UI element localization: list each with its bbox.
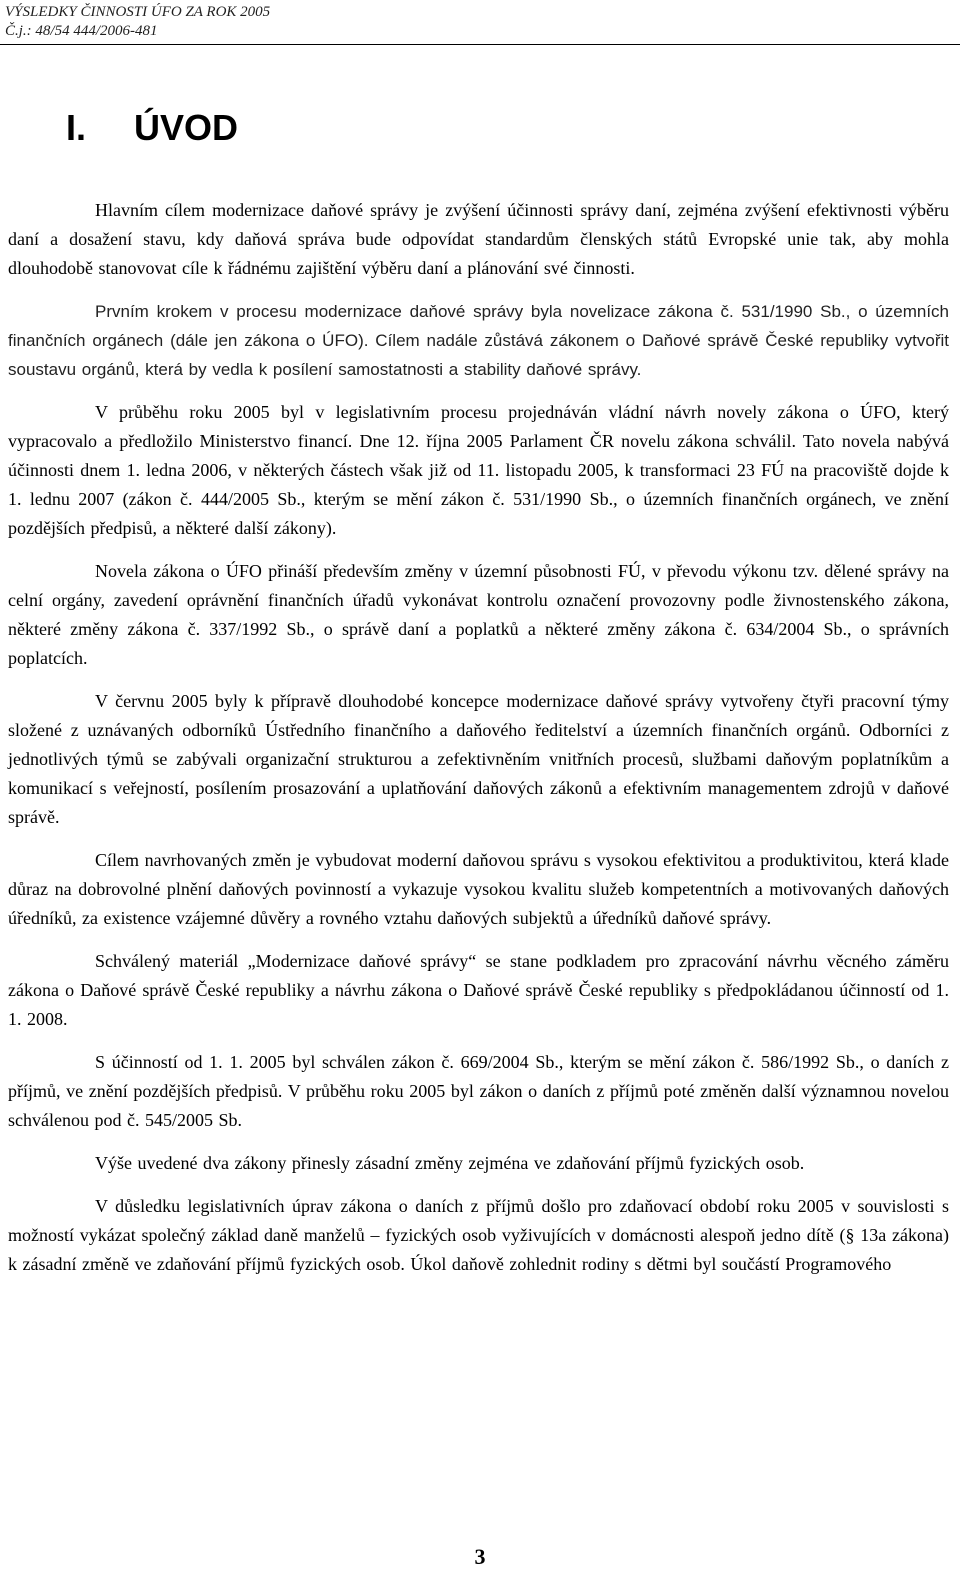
paragraph: V červnu 2005 byly k přípravě dlouhodobé koncepce modernizace daňové správy vytvořeny čtyři pracovní týmy složené z uznávaných odborníků Ústředního finančního a daňového ředitelství a územních finančních orgánů. Odborníci z jednotlivých týmů se zabývali organizační strukturou a zefektivněním vnitřních procesů, službami daňovým poplatníkům a komunikací s veřejností, posílením prosazování a uplatňování daňových zákonů a efektivním managementem zdrojů v daňové správě. — [8, 691, 949, 827]
paragraph: Cílem navrhovaných změn je vybudovat moderní daňovou správu s vysokou efektivitou a produktivitou, která klade důraz na dobrovolné plnění daňových povinností a vykazuje vysokou kvalitu služeb kompetentních a motivovaných daňových úředníků, za existence vzájemné důvěry a rovného vztahu daňových subjektů a úředníků daňové správy. — [8, 850, 949, 928]
paragraph: Schválený materiál „Modernizace daňové správy“ se stane podkladem pro zpracování návrhu věcného záměru zákona o Daňové správě České republiky a návrhu zákona o Daňové správě České republiky s předpokládanou účinností od 1. 1. 2008. — [8, 951, 949, 1029]
header-reference-number: Č.j.: 48/54 444/2006-481 — [5, 23, 158, 39]
chapter-number: I. — [66, 107, 87, 148]
document-header — [5, 3, 270, 41]
paragraph: S účinností od 1. 1. 2005 byl schválen zákon č. 669/2004 Sb., kterým se mění zákon č. 586/1992 Sb., o daních z příjmů, ve znění pozdějších předpisů. V průběhu roku 2005 byl zákon o daních z příjmů poté změněn další významnou novelou schválenou pod č. 545/2005 Sb. — [8, 1052, 949, 1130]
paragraph: V průběhu roku 2005 byl v legislativním procesu projednáván vládní návrh novely zákona o ÚFO, který vypracovalo a předložilo Ministerstvo financí. Dne 12. října 2005 Parlament ČR novelu zákona schválil. Tato novela nabývá účinnosti dnem 1. ledna 2006, v některých částech však již od 11. listopadu 2005, k transformaci 23 FÚ na pracoviště dojde k 1. lednu 2007 (zákon č. 444/2005 Sb., kterým se mění zákon č. 531/1990 Sb., o územních finančních orgánech, ve znění pozdějších předpisů, a některé další zákony). — [8, 402, 949, 538]
paragraph: Výše uvedené dva zákony přinesly zásadní změny zejména ve zdaňování příjmů fyzických osob. — [95, 1153, 805, 1173]
paragraph: Hlavním cílem modernizace daňové správy je zvýšení účinnosti správy daní, zejména zvýšení efektivnosti výběru daní a dosažení stavu, kdy daňová správa bude odpovídat standardům členských států Evropské unie tak, aby mohla dlouhodobě stanovovat cíle k řádnému zajištění výběru daní a plánování své činnosti. — [8, 200, 949, 278]
document-body — [8, 196, 949, 1293]
paragraph: Novela zákona o ÚFO přináší především změny v územní působnosti FÚ, v převodu výkonu tzv. dělené správy na celní orgány, zavedení oprávnění finančních úřadů vykonávat kontrolu označení provozovny podle živnostenského zákona, některé změny zákona č. 337/1992 Sb., o správě daní a poplatků a některé změny zákona č. 634/2004 Sb., o správních poplatcích. — [8, 561, 949, 668]
chapter-heading — [66, 104, 238, 152]
paragraph: Prvním krokem v procesu modernizace daňové správy byla novelizace zákona č. 531/1990 Sb., o územních finančních orgánech (dále jen zákona o ÚFO). Cílem nadále zůstává zákonem o Daňové správě České republiky vytvořit soustavu orgánů, která by vedla k posílení samostatnosti a stability daňové správy. — [8, 302, 949, 379]
header-divider — [0, 44, 960, 45]
page-number: 3 — [474, 1544, 486, 1569]
paragraph: V důsledku legislativních úprav zákona o daních z příjmů došlo pro zdaňovací období roku 2005 v souvislosti s možností vykázat společný základ daně manželů – fyzických osob vyživujících v domácnosti alespoň jedno dítě (§ 13a zákona) k zásadní změně ve zdaňování příjmů fyzických osob. Úkol daňově zohlednit rodiny s dětmi byl součástí Programového — [8, 1196, 949, 1274]
chapter-title: ÚVOD — [134, 107, 239, 148]
header-report-title: VÝSLEDKY ČINNOSTI ÚFO ZA ROK 2005 — [5, 4, 271, 20]
